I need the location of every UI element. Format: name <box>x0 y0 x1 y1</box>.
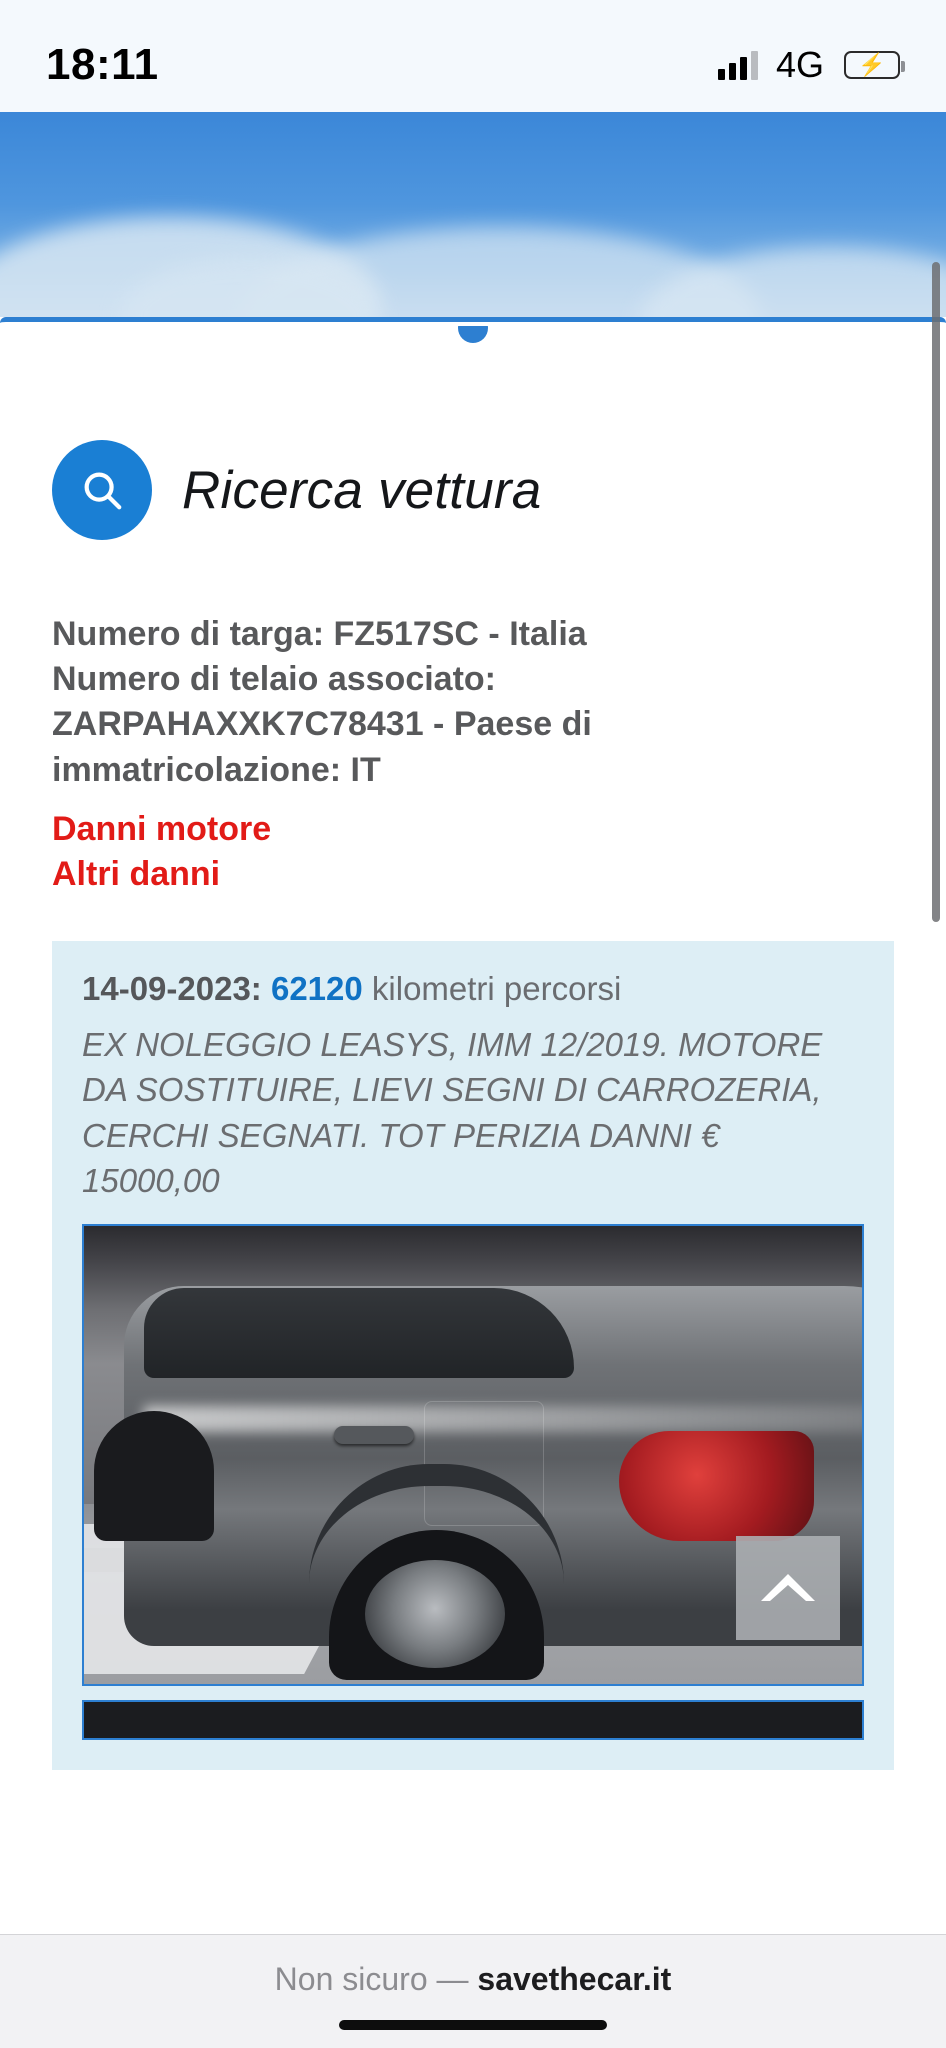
page-scrollbar[interactable] <box>932 262 940 922</box>
page-title-row <box>52 322 894 540</box>
url-label <box>275 1961 672 1998</box>
security-status-label: Non sicuro — <box>274 1961 469 1997</box>
plate-line: Numero di targa: FZ517SC - Italia <box>52 615 587 653</box>
status-indicators <box>718 44 900 86</box>
sky-banner-image <box>0 112 946 317</box>
chassis-value: ZARPAHAXXK7C78431 - Paese di <box>52 705 592 744</box>
vehicle-details <box>52 612 894 897</box>
vehicle-photo-next[interactable] <box>82 1700 864 1740</box>
site-domain: savethecar.it <box>477 1961 672 1997</box>
record-km-label: kilometri percorsi <box>371 970 622 1008</box>
damage-other-label: Altri danni <box>52 855 221 894</box>
web-page-viewport[interactable] <box>0 112 946 1934</box>
home-indicator[interactable] <box>339 2020 607 2030</box>
record-km-value: 62120 <box>270 970 363 1008</box>
network-type-label: 4G <box>775 44 824 85</box>
battery-charging-icon: ⚡ <box>844 51 900 79</box>
history-record <box>52 941 894 1770</box>
search-icon <box>52 440 152 540</box>
cellular-signal-icon <box>718 50 758 80</box>
status-bar <box>0 0 946 112</box>
vehicle-side-damage-photo[interactable] <box>82 1224 864 1686</box>
chevron-up-icon[interactable] <box>736 1536 840 1640</box>
status-time: 18:11 <box>46 40 159 89</box>
result-card <box>0 317 946 1934</box>
card-notch-decoration <box>456 326 490 346</box>
record-date: 14-09-2023: <box>82 970 262 1008</box>
damage-engine-label: Danni motore <box>52 809 272 848</box>
record-note: EX NOLEGGIO LEASYS, IMM 12/2019. MOTORE DA SOSTITUIRE, LIEVI SEGNI DI CARROZERIA, CERCHI SEGNATI. TOT PERIZIA DANNI € 15000,00 <box>82 1025 823 1200</box>
page-title: Ricerca vettura <box>182 460 542 520</box>
registration-line: immatricolazione: IT <box>52 750 381 789</box>
chassis-label: Numero di telaio associato: <box>52 660 496 699</box>
browser-url-bar[interactable] <box>0 1934 946 2048</box>
record-header <box>82 967 864 1012</box>
